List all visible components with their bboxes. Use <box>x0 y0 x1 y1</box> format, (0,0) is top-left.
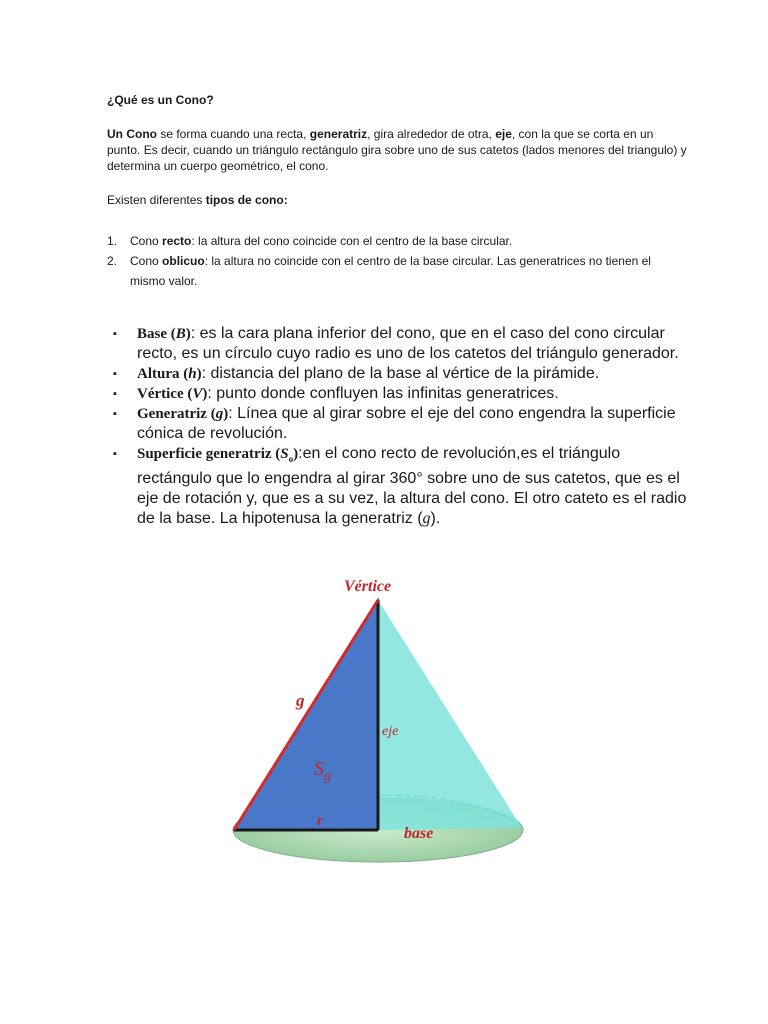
surface-label-sub: g <box>324 769 331 784</box>
term-close: ) <box>223 406 229 422</box>
list-item <box>107 324 687 364</box>
term-close: ) <box>185 326 191 342</box>
page-title: ¿Qué es un Cono? <box>107 93 214 107</box>
types-intro-bold: tipos de cono: <box>205 193 288 207</box>
tail-symbol: g <box>422 510 431 527</box>
term-label: Base ( <box>137 326 176 342</box>
term-close: ) <box>202 386 208 402</box>
generatrix-label: g <box>296 691 305 710</box>
list-number: 1. <box>107 234 118 248</box>
element-term <box>137 326 191 342</box>
intro-text-1: se forma cuando una recta, <box>157 127 310 141</box>
list-item <box>107 444 687 529</box>
intro-bold-generatriz: generatriz <box>309 127 368 141</box>
element-term <box>137 446 298 462</box>
cone-body <box>378 600 522 830</box>
vertex-label: Vértice <box>344 578 392 595</box>
list-item <box>107 251 677 291</box>
type-name: oblicuo <box>162 254 205 268</box>
term-label: Altura ( <box>137 366 189 382</box>
term-label: Vértice ( <box>137 386 193 402</box>
element-desc: : es la cara plana inferior del cono, que en el caso del cono circular recto, es un círculo cuyo radio es uno de los catetos del triángulo generador. <box>137 325 679 362</box>
element-term <box>137 366 202 382</box>
bullet-icon: ▪ <box>113 388 117 400</box>
intro-text-2: , gira alrededor de otra, <box>367 127 496 141</box>
term-label: Superficie generatriz ( <box>137 446 281 462</box>
list-item <box>107 364 687 384</box>
bullet-icon: ▪ <box>113 368 117 380</box>
intro-bold-eje: eje <box>495 127 512 141</box>
base-label: base <box>404 825 434 842</box>
term-symbol: V <box>192 386 203 402</box>
term-close: ) <box>196 366 202 382</box>
list-item <box>107 384 687 404</box>
cone-elements-list <box>107 324 687 529</box>
element-desc: :en el cono recto de revolución,es el triángulo rectángulo que lo engendra al girar 360° sobre uno de sus catetos, que es el eje de rotación y, que es a su vez, la altura del cono. El otro cateto es el radio de la base. La hipotenusa la generatriz ( <box>137 445 687 527</box>
element-desc: : punto donde confluyen las infinitas generatrices. <box>207 385 559 402</box>
tail-text: ). <box>430 510 441 527</box>
list-item <box>107 404 687 444</box>
term-subscript: o <box>288 454 294 464</box>
list-number: 2. <box>107 254 118 268</box>
term-symbol: h <box>188 366 197 382</box>
element-desc: : distancia del plano de la base al vértice de la pirámide. <box>201 365 600 382</box>
intro-text-3: , con la que se corta en un punto. Es decir, cuando un triángulo rectángulo gira sobre uno de sus catetos (lados menores del triangulo) y determina un cuerpo geométrico, el cono. <box>107 127 687 173</box>
element-desc: : Línea que al girar sobre el eje del cono engendra la superficie cónica de revolución. <box>137 405 676 442</box>
surface-label-main: S <box>314 758 324 780</box>
type-desc: : la altura no coincide con el centro de la base circular. Las generatrices no tienen el mismo valor. <box>130 254 651 288</box>
intro-paragraph <box>107 126 687 174</box>
cone-diagram <box>232 570 532 870</box>
intro-bold-cono: Un Cono <box>107 127 157 141</box>
term-close: ) <box>293 446 299 462</box>
element-term <box>137 406 228 422</box>
bullet-icon: ▪ <box>113 448 117 460</box>
term-symbol: S <box>280 446 289 462</box>
list-item <box>107 231 677 251</box>
bullet-icon: ▪ <box>113 408 117 420</box>
type-pre: Cono <box>130 234 163 248</box>
types-intro-text: Existen diferentes <box>107 193 206 207</box>
cone-types-list <box>107 231 677 291</box>
types-intro <box>107 193 288 207</box>
type-name: recto <box>162 234 192 248</box>
axis-label: eje <box>382 724 399 739</box>
type-pre: Cono <box>130 254 163 268</box>
bullet-icon: ▪ <box>113 328 117 340</box>
term-label: Generatriz ( <box>137 406 216 422</box>
element-term <box>137 386 207 402</box>
radius-label: r <box>317 813 323 829</box>
cone-svg <box>232 570 532 870</box>
type-desc: : la altura del cono coincide con el centro de la base circular. <box>191 234 513 248</box>
term-symbol: g <box>215 406 224 422</box>
term-symbol: B <box>175 326 186 342</box>
